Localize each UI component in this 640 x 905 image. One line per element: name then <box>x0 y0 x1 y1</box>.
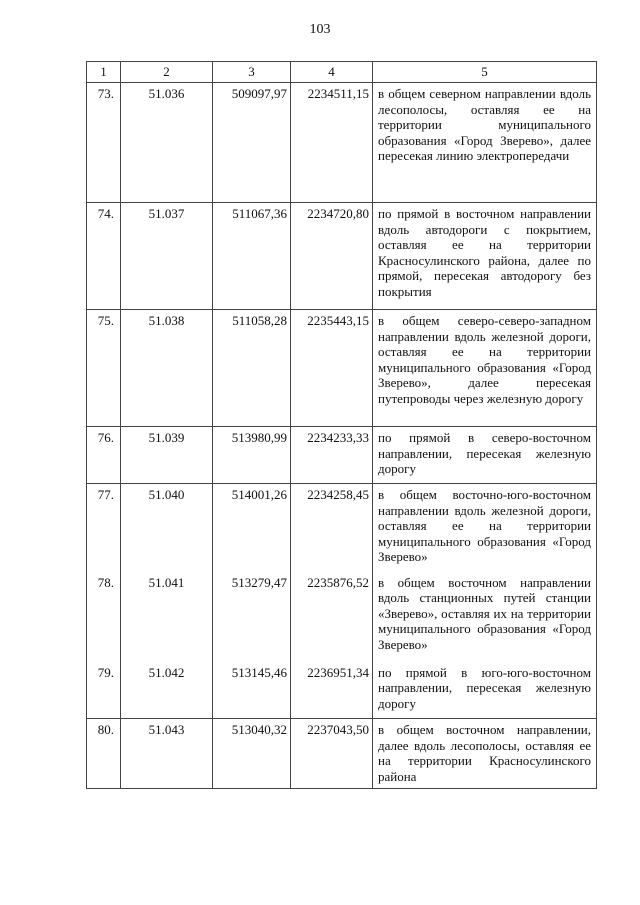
table-header-row <box>87 62 597 83</box>
col-header: 5 <box>373 62 597 83</box>
coord-x: 514001,26 <box>213 484 291 572</box>
boundary-description: по прямой в северо-восточном направлении, пересекая железную дорогу <box>373 427 597 484</box>
table-row <box>87 719 597 789</box>
table-row <box>87 83 597 203</box>
table-row <box>87 572 597 662</box>
row-number: 76. <box>87 427 121 484</box>
coord-y: 2235443,15 <box>291 310 373 427</box>
point-id: 51.036 <box>121 83 213 203</box>
table-row <box>87 662 597 719</box>
col-header: 3 <box>213 62 291 83</box>
point-id: 51.037 <box>121 203 213 310</box>
boundary-description: по прямой в восточном направлении вдоль автодороги с покрытием, оставляя ее на территории Красносулинского района, далее по прямой, пересекая автодорогу без покрытия <box>373 203 597 310</box>
coord-y: 2234258,45 <box>291 484 373 572</box>
coord-y: 2234511,15 <box>291 83 373 203</box>
point-id: 51.041 <box>121 572 213 662</box>
point-id: 51.038 <box>121 310 213 427</box>
coord-x: 513279,47 <box>213 572 291 662</box>
boundary-description: по прямой в юго-юго-восточном направлении, пересекая железную дорогу <box>373 662 597 719</box>
coord-x: 509097,97 <box>213 83 291 203</box>
page-number: 103 <box>309 22 331 37</box>
boundary-description: в общем северном направлении вдоль лесополосы, оставляя ее на территории муниципального образования «Город Зверево», далее пересекая линию электропередачи <box>373 83 597 203</box>
boundary-description: в общем северо-северо-западном направлении вдоль железной дороги, оставляя ее на территории муниципального образования «Город Зверево», далее пересекая путепроводы через железную дорогу <box>373 310 597 427</box>
coord-x: 513980,99 <box>213 427 291 484</box>
boundary-description: в общем восточном направлении вдоль станционных путей станции «Зверево», оставляя их на территории муниципального образования «Город Зверево» <box>373 572 597 662</box>
point-id: 51.040 <box>121 484 213 572</box>
row-number: 79. <box>87 662 121 719</box>
point-id: 51.042 <box>121 662 213 719</box>
row-number: 78. <box>87 572 121 662</box>
boundary-description: в общем восточно-юго-восточном направлении вдоль железной дороги, оставляя ее на территории муниципального образования «Город Зверево» <box>373 484 597 572</box>
point-id: 51.039 <box>121 427 213 484</box>
col-header: 4 <box>291 62 373 83</box>
col-header: 2 <box>121 62 213 83</box>
coord-x: 513040,32 <box>213 719 291 789</box>
boundary-description: в общем восточном направлении, далее вдоль лесополосы, оставляя ее на территории Красносулинского района <box>373 719 597 789</box>
coord-x: 513145,46 <box>213 662 291 719</box>
table-row <box>87 427 597 484</box>
point-id: 51.043 <box>121 719 213 789</box>
coord-y: 2236951,34 <box>291 662 373 719</box>
coord-y: 2237043,50 <box>291 719 373 789</box>
coord-x: 511058,28 <box>213 310 291 427</box>
row-number: 74. <box>87 203 121 310</box>
coord-x: 511067,36 <box>213 203 291 310</box>
coord-y: 2234233,33 <box>291 427 373 484</box>
coord-y: 2234720,80 <box>291 203 373 310</box>
table-row <box>87 484 597 572</box>
row-number: 75. <box>87 310 121 427</box>
row-number: 77. <box>87 484 121 572</box>
row-number: 80. <box>87 719 121 789</box>
boundary-points-table <box>86 61 597 789</box>
table-row <box>87 203 597 310</box>
row-number: 73. <box>87 83 121 203</box>
coord-y: 2235876,52 <box>291 572 373 662</box>
col-header: 1 <box>87 62 121 83</box>
table-row <box>87 310 597 427</box>
